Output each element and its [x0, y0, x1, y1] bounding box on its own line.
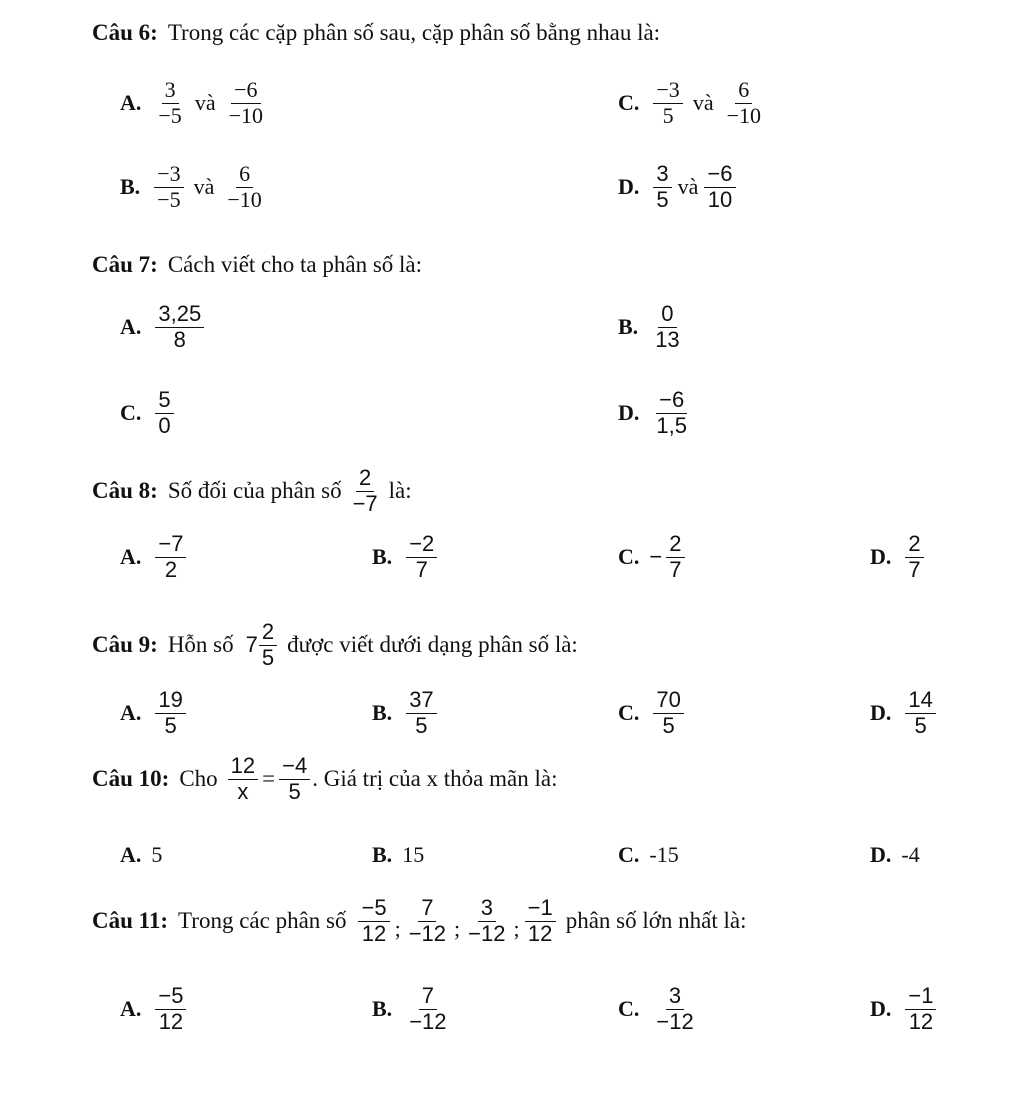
q7-option-b[interactable] — [618, 302, 687, 352]
denominator: −7 — [352, 490, 378, 516]
q11-option-a[interactable] — [120, 984, 190, 1034]
question-8-label: Câu 8: — [92, 478, 158, 504]
conjunction: và — [692, 90, 714, 116]
fraction — [406, 984, 449, 1034]
question-11-label: Câu 11: — [92, 908, 169, 934]
separator: ; — [454, 916, 461, 942]
conjunction: và — [193, 174, 215, 200]
denominator: 7 — [669, 556, 682, 582]
numerator: −4 — [279, 754, 310, 780]
fraction — [406, 896, 449, 946]
option-label: D. — [618, 174, 640, 200]
fraction — [155, 388, 173, 438]
denominator: −12 — [409, 1008, 447, 1034]
denominator: −10 — [227, 186, 262, 212]
numerator: −5 — [155, 984, 186, 1010]
numerator: 3 — [478, 896, 496, 922]
option-label: D. — [618, 400, 640, 426]
q8-option-a[interactable] — [120, 532, 190, 582]
option-label: B. — [618, 314, 639, 340]
denominator: 12 — [158, 1008, 184, 1034]
fraction — [228, 754, 258, 804]
option-label: A. — [120, 996, 142, 1022]
numerator: −6 — [656, 388, 687, 414]
q7-option-c[interactable] — [120, 388, 178, 438]
denominator: 0 — [158, 412, 171, 438]
fraction — [653, 688, 683, 738]
option-label: C. — [618, 700, 640, 726]
option-label: C. — [618, 996, 640, 1022]
fraction — [905, 688, 935, 738]
q8-option-d[interactable] — [870, 532, 928, 582]
option-label: D. — [870, 842, 892, 867]
numerator: −6 — [231, 78, 260, 104]
option-label: A. — [120, 90, 142, 116]
denominator: 12 — [908, 1008, 934, 1034]
fraction — [406, 532, 437, 582]
question-11-text-end: phân số lớn nhất là: — [565, 908, 747, 934]
fraction — [350, 466, 381, 516]
question-10-text: Cho — [179, 766, 218, 792]
numerator: 70 — [653, 688, 683, 714]
denominator: 12 — [527, 920, 553, 946]
numerator: 2 — [259, 620, 277, 646]
fraction — [406, 688, 436, 738]
numerator: 6 — [236, 162, 253, 188]
denominator: 12 — [361, 920, 387, 946]
denominator: −10 — [726, 102, 761, 128]
option-value: -15 — [649, 842, 679, 867]
denominator: 5 — [662, 712, 675, 738]
q7-option-d[interactable] — [618, 388, 694, 438]
option-label: D. — [870, 544, 892, 570]
fraction — [653, 78, 682, 128]
denominator: 5 — [261, 644, 275, 670]
denominator: 8 — [173, 326, 186, 352]
q9-option-a[interactable] — [120, 688, 190, 738]
q10-option-c[interactable] — [618, 842, 679, 868]
fraction — [155, 302, 204, 352]
question-10-label: Câu 10: — [92, 766, 170, 792]
option-label: C. — [618, 90, 640, 116]
conjunction: và — [677, 174, 699, 200]
minus-sign: − — [649, 544, 663, 570]
fraction — [465, 896, 508, 946]
fraction — [155, 984, 186, 1034]
numerator: −6 — [704, 162, 735, 188]
q6-option-b[interactable] — [120, 162, 269, 212]
numerator: 19 — [155, 688, 185, 714]
equals-sign: = — [262, 766, 276, 792]
q9-option-c[interactable] — [618, 688, 688, 738]
question-7-label: Câu 7: — [92, 252, 158, 277]
question-11-heading — [92, 896, 747, 946]
q11-option-c[interactable] — [618, 984, 701, 1034]
q11-option-b[interactable] — [372, 984, 454, 1034]
q6-option-c[interactable] — [618, 78, 768, 128]
option-label: A. — [120, 544, 142, 570]
denominator: 2 — [164, 556, 178, 582]
numerator: 2 — [666, 532, 684, 558]
conjunction: và — [194, 90, 216, 116]
option-label: A. — [120, 842, 142, 867]
fraction — [155, 78, 184, 128]
q10-option-b[interactable] — [372, 842, 424, 868]
fraction — [666, 532, 684, 582]
numerator: 37 — [406, 688, 436, 714]
denominator: −12 — [656, 1008, 694, 1034]
fraction — [155, 532, 186, 582]
mixed-whole: 7 — [245, 632, 258, 658]
option-label: A. — [120, 314, 142, 340]
numerator: 6 — [735, 78, 752, 104]
fraction — [652, 302, 682, 352]
question-8-text-end: là: — [388, 478, 412, 504]
fraction — [226, 78, 266, 128]
denominator: −5 — [158, 102, 182, 128]
numerator: 3 — [666, 984, 684, 1010]
option-value: -4 — [901, 842, 920, 867]
numerator: −7 — [155, 532, 186, 558]
option-label: C. — [618, 544, 640, 570]
question-7-text: Cách viết cho ta phân số là: — [167, 252, 423, 277]
question-6-heading — [92, 20, 660, 46]
question-6-text: Trong các cặp phân số sau, cặp phân số bằng nhau là: — [167, 20, 661, 45]
separator: ; — [513, 916, 520, 942]
question-9-label: Câu 9: — [92, 632, 158, 658]
fraction — [704, 162, 735, 212]
q11-option-d[interactable] — [870, 984, 940, 1034]
numerator: 2 — [905, 532, 923, 558]
numerator: 12 — [228, 754, 258, 780]
question-8-text: Số đối của phân số — [167, 478, 342, 504]
fraction — [259, 620, 277, 670]
denominator: 5 — [662, 102, 674, 128]
numerator: 5 — [155, 388, 173, 414]
question-8-heading — [92, 466, 412, 516]
q7-option-a[interactable] — [120, 302, 208, 352]
fraction — [653, 162, 671, 212]
numerator: −2 — [406, 532, 437, 558]
numerator: 3,25 — [155, 302, 204, 328]
option-label: B. — [372, 842, 393, 867]
numerator: 7 — [419, 984, 437, 1010]
fraction — [905, 984, 936, 1034]
denominator: 5 — [914, 712, 927, 738]
denominator: −12 — [408, 920, 447, 946]
denominator: 5 — [164, 712, 177, 738]
q8-option-b[interactable] — [372, 532, 441, 582]
denominator: −5 — [157, 186, 181, 212]
fraction — [358, 896, 389, 946]
fraction — [525, 896, 556, 946]
question-11-text: Trong các phân số — [178, 908, 347, 934]
numerator: 0 — [658, 302, 676, 328]
numerator: −3 — [653, 78, 682, 104]
numerator: −1 — [905, 984, 936, 1010]
numerator: 14 — [905, 688, 935, 714]
question-9-text: Hỗn số — [167, 632, 234, 658]
option-label: D. — [870, 996, 892, 1022]
question-9-text-end: được viết dưới dạng phân số là: — [287, 632, 578, 658]
question-9-heading — [92, 620, 578, 670]
numerator: −1 — [525, 896, 556, 922]
q9-option-b[interactable] — [372, 688, 441, 738]
option-label: A. — [120, 700, 142, 726]
denominator: −10 — [228, 102, 263, 128]
numerator: 3 — [162, 78, 179, 104]
question-7-heading — [92, 252, 422, 278]
question-10-heading — [92, 754, 557, 804]
fraction — [905, 532, 923, 582]
q10-option-d[interactable] — [870, 842, 920, 868]
q6-option-a[interactable] — [120, 78, 270, 128]
denominator: 5 — [288, 778, 301, 804]
q9-option-d[interactable] — [870, 688, 940, 738]
numerator: −5 — [358, 896, 389, 922]
denominator: 7 — [415, 556, 428, 582]
q10-option-a[interactable] — [120, 842, 162, 868]
fraction — [224, 162, 264, 212]
option-value: 15 — [402, 842, 425, 867]
numerator: 3 — [653, 162, 671, 188]
fraction — [724, 78, 764, 128]
denominator: 5 — [415, 712, 428, 738]
question-10-text-end: . Giá trị của x thỏa mãn là: — [312, 766, 558, 792]
fraction — [653, 388, 690, 438]
numerator: −3 — [154, 162, 183, 188]
denominator: 1,5 — [656, 412, 687, 438]
separator: ; — [394, 916, 401, 942]
q6-option-d[interactable] — [618, 162, 740, 212]
denominator: 10 — [707, 186, 733, 212]
numerator: 2 — [356, 466, 374, 492]
option-label: C. — [120, 400, 142, 426]
denominator: 7 — [908, 556, 921, 582]
option-label: D. — [870, 700, 892, 726]
fraction — [653, 984, 696, 1034]
option-label: B. — [372, 700, 393, 726]
option-label: B. — [372, 996, 393, 1022]
denominator: −12 — [468, 920, 506, 946]
fraction — [279, 754, 310, 804]
fraction — [155, 688, 185, 738]
denominator: x — [237, 778, 249, 804]
fraction — [154, 162, 183, 212]
option-label: B. — [120, 174, 141, 200]
option-value: 5 — [151, 842, 163, 867]
q8-option-c[interactable] — [618, 532, 689, 582]
denominator: 5 — [656, 186, 669, 212]
option-label: B. — [372, 544, 393, 570]
denominator: 13 — [655, 326, 680, 352]
question-6-label: Câu 6: — [92, 20, 158, 45]
numerator: 7 — [418, 896, 436, 922]
option-label: C. — [618, 842, 640, 867]
